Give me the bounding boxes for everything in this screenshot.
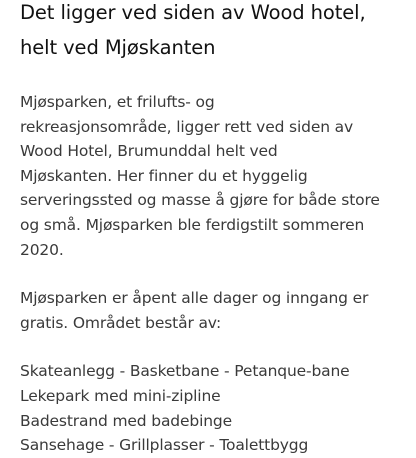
article-heading	[20, 0, 406, 65]
feature-line: Lekepark med mini-zipline	[20, 386, 221, 405]
paragraph-line: Mjøskanten. Her finner du et hyggelig	[20, 166, 308, 185]
feature-line: Skateanlegg - Basketbane - Petanque-bane	[20, 362, 350, 381]
heading-line: Det ligger ved siden av Wood hotel,	[20, 1, 366, 24]
intro-paragraph	[20, 90, 406, 262]
opening-paragraph	[20, 286, 406, 335]
paragraph-line: og små. Mjøsparken ble ferdigstilt sommeren	[20, 215, 365, 234]
heading-line: helt ved Mjøskanten	[20, 36, 216, 59]
paragraph-line: 2020.	[20, 240, 64, 259]
paragraph-line: Wood Hotel, Brumunddal helt ved	[20, 142, 278, 161]
paragraph-line: Mjøsparken, et frilufts- og	[20, 93, 215, 111]
feature-line: Badestrand med badebinge	[20, 411, 232, 430]
paragraph-line: gratis. Området består av:	[20, 313, 222, 332]
paragraph-line: serveringssted og masse å gjøre for både store	[20, 191, 380, 210]
features-list	[20, 359, 406, 457]
paragraph-line: rekreasjonsområde, ligger rett ved siden av	[20, 117, 354, 136]
paragraph-line: Mjøsparken er åpent alle dager og inngang er	[20, 289, 369, 308]
feature-line: Sansehage - Grillplasser - Toalettbygg	[20, 436, 309, 455]
